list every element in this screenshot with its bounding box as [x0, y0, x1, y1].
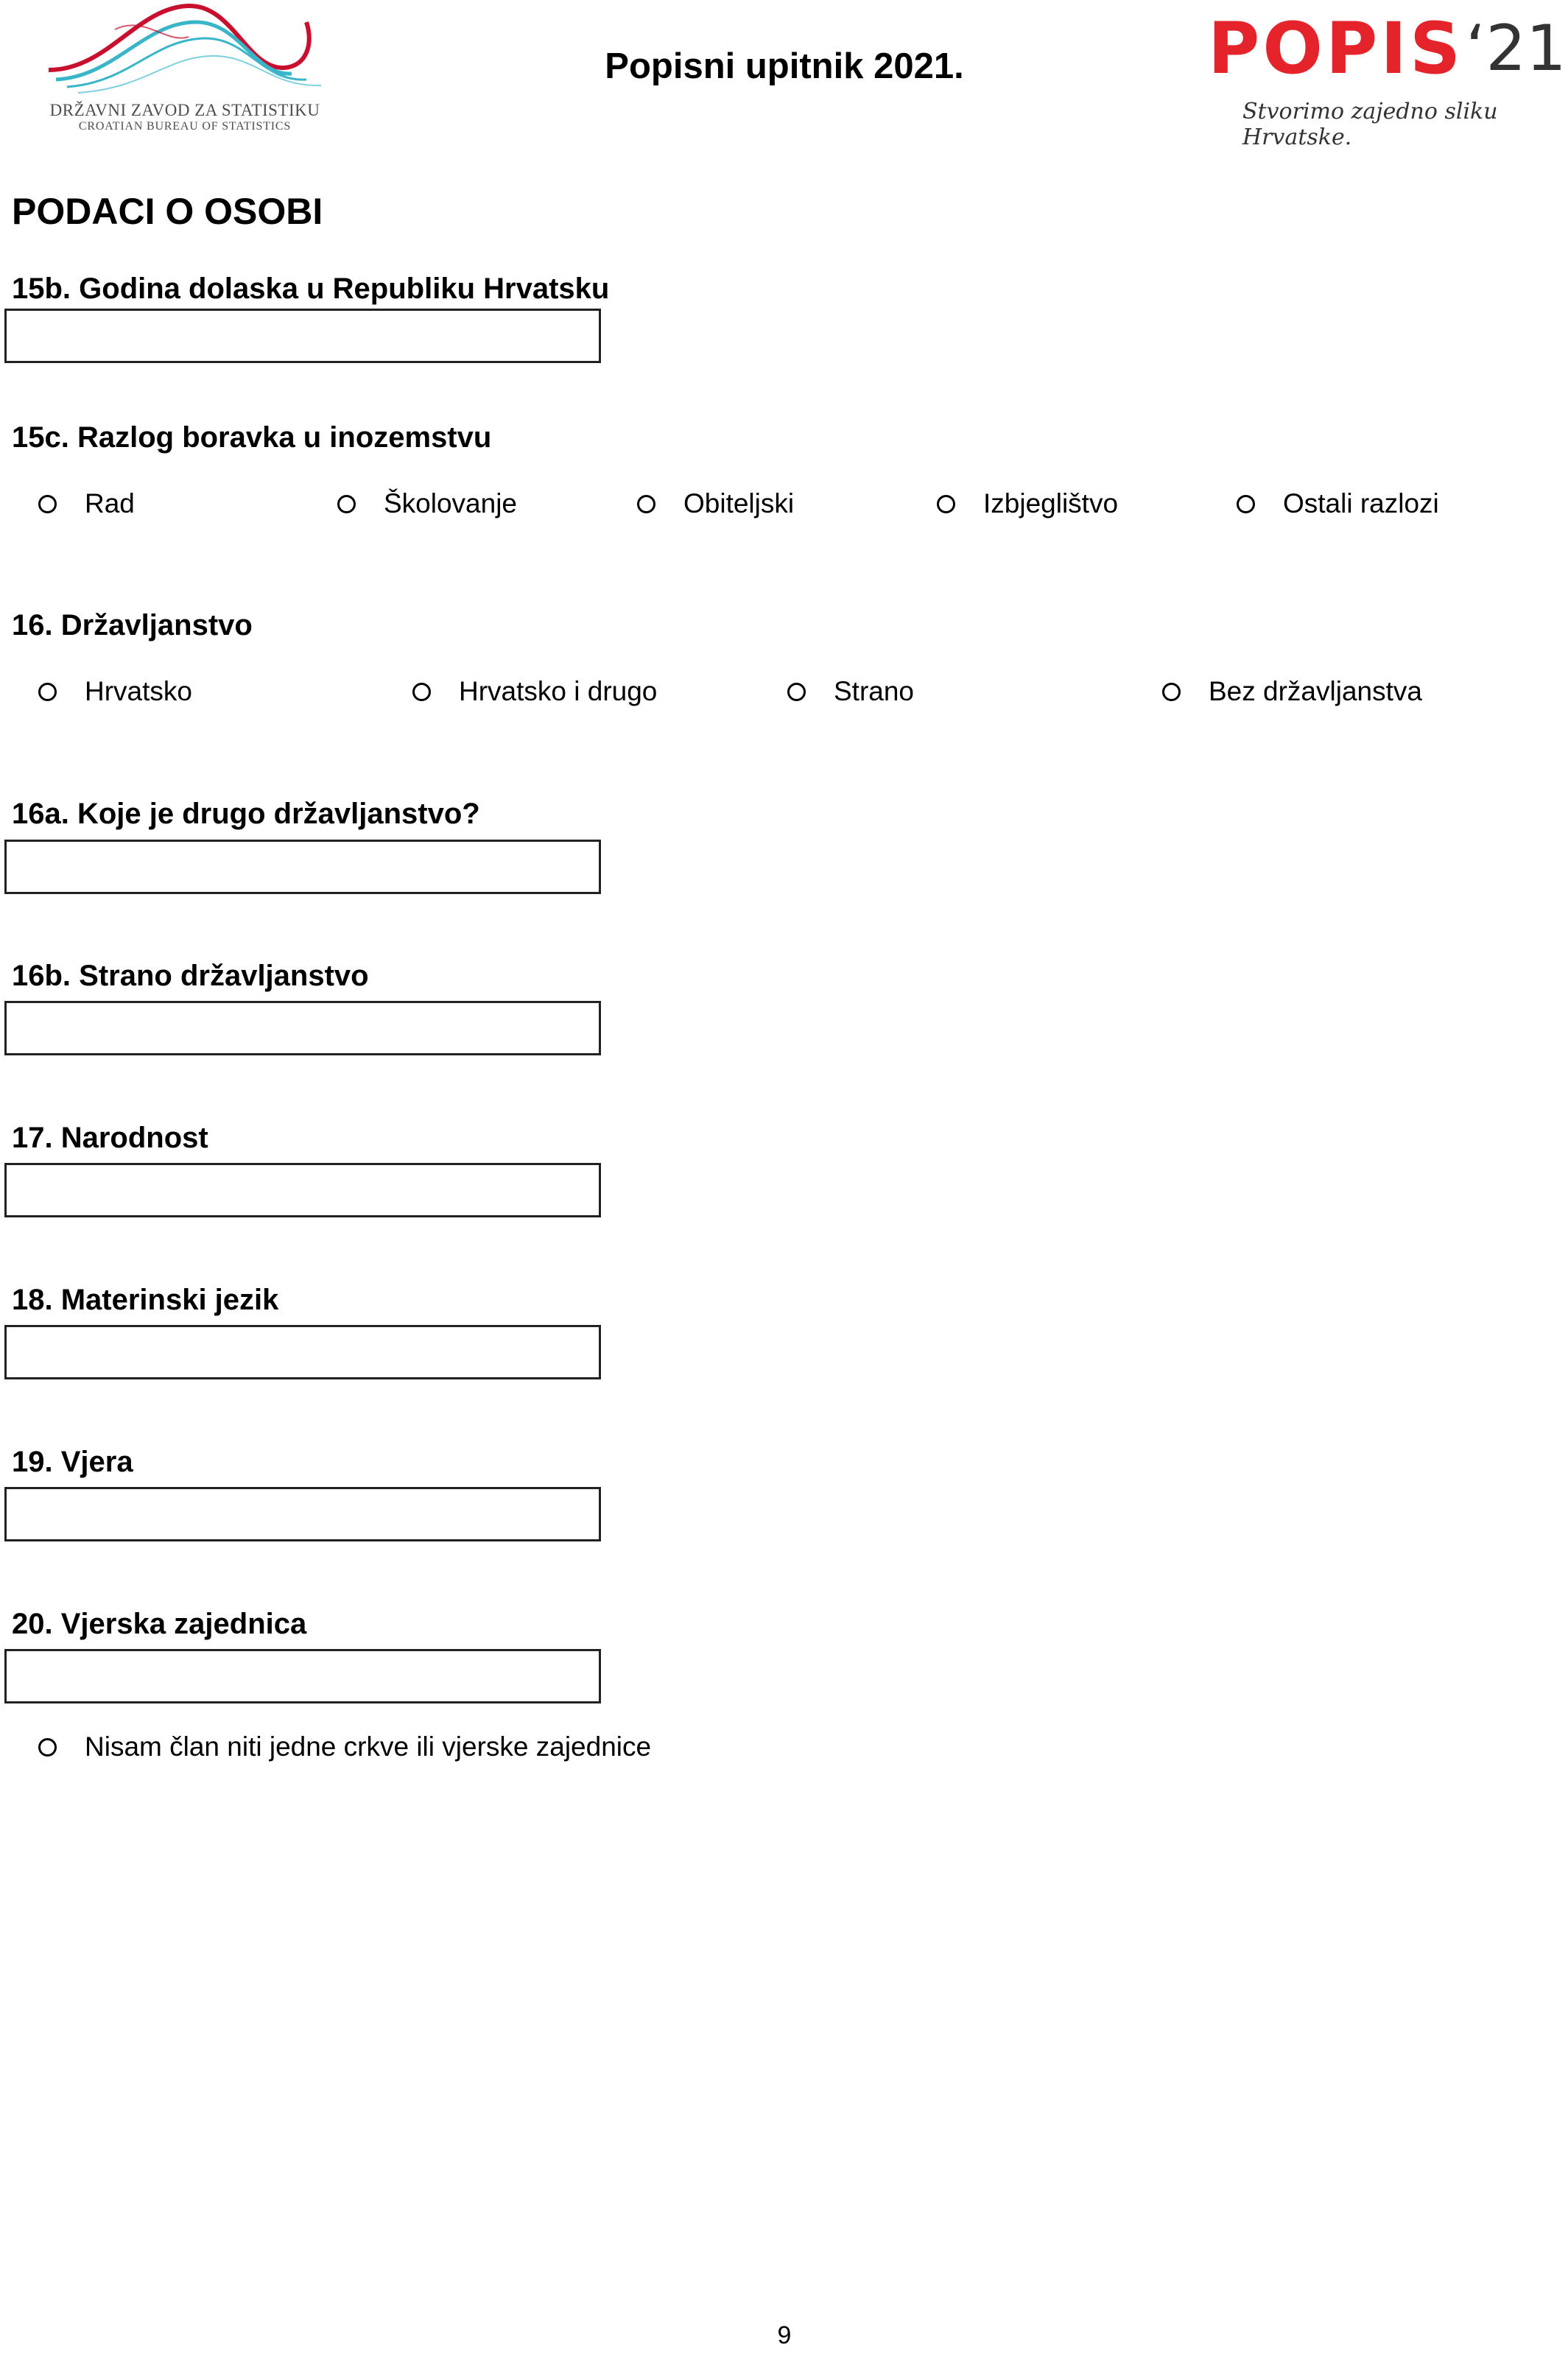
popis-logo-word: POPIS	[1208, 7, 1464, 90]
radio-circle-icon	[937, 495, 955, 513]
radio-reason-other[interactable]	[1237, 488, 1439, 519]
question-15c-label: 15c. Razlog boravka u inozemstvu	[12, 421, 492, 454]
org-name: DRŽAVNI ZAVOD ZA STATISTIKU	[49, 101, 320, 119]
popis-logo-year: ‘21	[1466, 12, 1567, 85]
radio-circle-icon	[38, 1738, 57, 1757]
nationality-input[interactable]	[4, 1163, 601, 1217]
radio-reason-work[interactable]	[38, 488, 135, 519]
radio-citizenship-croatian[interactable]	[38, 676, 192, 707]
radio-circle-icon	[38, 683, 57, 701]
radio-citizenship-croatian-and-other[interactable]	[412, 676, 657, 707]
popis-slogan: Stvorimo zajedno sliku Hrvatske.	[1242, 99, 1498, 150]
radio-circle-icon	[1237, 495, 1255, 513]
dzs-wave-emblem	[41, 0, 336, 96]
radio-citizenship-stateless[interactable]	[1162, 676, 1422, 707]
radio-label: Hrvatsko i drugo	[459, 676, 658, 706]
radio-circle-icon	[337, 495, 356, 513]
org-name-en: CROATIAN BUREAU OF STATISTICS	[78, 120, 292, 133]
radio-reason-refugee[interactable]	[937, 488, 1118, 519]
question-16b-label: 16b. Strano državljanstvo	[12, 960, 369, 992]
radio-label: Rad	[85, 488, 135, 518]
radio-reason-education[interactable]	[337, 488, 517, 519]
religious-community-input[interactable]	[4, 1649, 601, 1703]
year-of-arrival-input[interactable]	[4, 309, 601, 363]
section-title: PODACI O OSOBI	[12, 191, 323, 232]
radio-label: Nisam član niti jedne crkve ili vjerske zajednice	[85, 1731, 652, 1762]
question-16-label: 16. Državljanstvo	[12, 609, 253, 641]
radio-circle-icon	[637, 495, 655, 513]
radio-label: Školovanje	[384, 488, 518, 518]
mother-tongue-input[interactable]	[4, 1325, 601, 1379]
radio-label: Ostali razlozi	[1283, 488, 1439, 518]
radio-circle-icon	[1162, 683, 1181, 701]
question-15b-label: 15b. Godina dolaska u Republiku Hrvatsku	[12, 272, 610, 305]
radio-label: Izbjeglištvo	[983, 488, 1119, 518]
radio-label: Hrvatsko	[85, 676, 192, 706]
radio-label: Obiteljski	[683, 488, 795, 518]
foreign-citizenship-input[interactable]	[4, 1001, 601, 1055]
radio-circle-icon	[787, 683, 806, 701]
page-number: 9	[777, 2321, 792, 2349]
radio-circle-icon	[38, 495, 57, 513]
question-19-label: 19. Vjera	[12, 1446, 133, 1478]
question-18-label: 18. Materinski jezik	[12, 1284, 279, 1316]
question-20-label: 20. Vjerska zajednica	[12, 1608, 307, 1640]
radio-label: Bez državljanstva	[1209, 676, 1422, 706]
question-16a-label: 16a. Koje je drugo državljanstvo?	[12, 798, 480, 830]
religion-input[interactable]	[4, 1487, 601, 1541]
question-17-label: 17. Narodnost	[12, 1122, 208, 1154]
radio-reason-family[interactable]	[637, 488, 794, 519]
radio-no-religious-community[interactable]	[38, 1731, 651, 1762]
radio-citizenship-foreign[interactable]	[787, 676, 914, 707]
radio-label: Strano	[834, 676, 915, 706]
radio-circle-icon	[412, 683, 431, 701]
document-title: Popisni upitnik 2021.	[605, 46, 964, 86]
other-citizenship-input[interactable]	[4, 840, 601, 894]
